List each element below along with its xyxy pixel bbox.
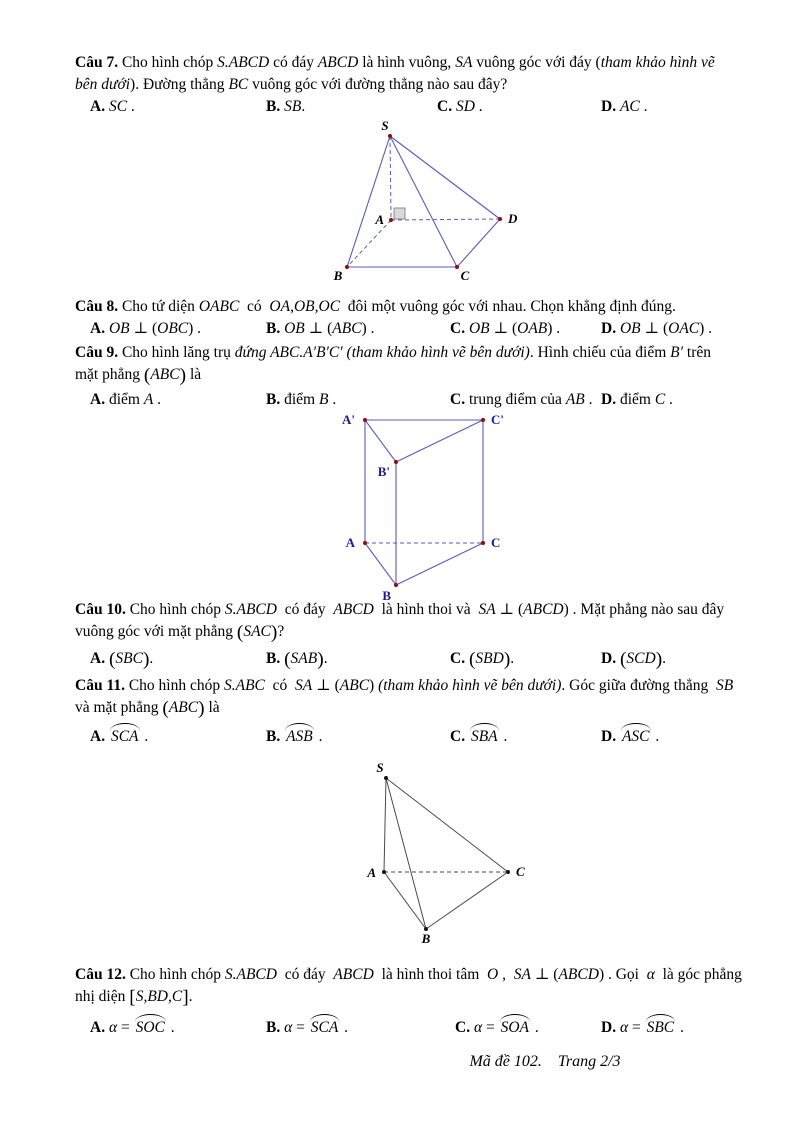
vertex-label-b: B	[382, 588, 391, 603]
vertex-label-s: S	[381, 118, 389, 133]
option-c: C. α = SOA .	[455, 1017, 539, 1039]
option-d: D. (SCD).	[601, 648, 667, 670]
vertex-label-c: C	[460, 268, 470, 283]
question-12-line-2: nhị diện [S,BD,C].	[75, 986, 193, 1008]
vertex-label-a-prime: A'	[342, 412, 355, 427]
option-d: D. ASC .	[601, 726, 659, 748]
question-8-line-1: Câu 8. Cho tứ diện OABC có OA,OB,OC đôi một vuông góc với nhau. Chọn khẳng định đúng.	[75, 298, 676, 315]
prism-vertex-dots	[363, 418, 485, 587]
tetra-vertex-labels	[366, 760, 525, 946]
vertex-label-c: C	[491, 535, 501, 550]
vertex-label-a: A	[367, 865, 376, 880]
question-12-options	[0, 1017, 794, 1041]
option-d: D. AC .	[601, 98, 648, 115]
vertex-label-a: A	[345, 535, 355, 550]
option-a: A. điểm A .	[90, 390, 162, 408]
option-d: D. α = SBC .	[601, 1017, 684, 1039]
option-a: A. OB ⊥ (OBC) .	[90, 320, 202, 337]
question-7	[0, 52, 794, 120]
vertex-label-s: S	[376, 760, 384, 775]
question-10-line-2: vuông góc với mặt phẳng (SAC)?	[75, 621, 285, 643]
question-12	[0, 964, 794, 1041]
question-9-line-2: mặt phẳng (ABC) là	[75, 364, 202, 386]
option-c: C. SD .	[437, 98, 483, 115]
option-d: D. điểm C .	[601, 390, 673, 408]
figure-pyramid-sabcd	[322, 118, 527, 290]
option-b: B. ASB .	[266, 726, 323, 748]
footer-page-info: Mã đề 102. Trang 2/3	[469, 1053, 621, 1070]
figure-tetrahedron-sabc	[344, 758, 539, 953]
question-11	[0, 675, 794, 750]
prism-vertex-labels	[342, 412, 504, 603]
option-c: C. OB ⊥ (OAB) .	[450, 320, 561, 337]
vertex-label-d: D	[508, 211, 518, 226]
question-10	[0, 599, 794, 672]
question-8-options	[0, 318, 794, 342]
option-c: C. SBA .	[450, 726, 507, 748]
question-11-options	[0, 726, 794, 750]
question-9	[0, 342, 794, 413]
prism-solid-edges	[365, 420, 483, 585]
question-10-options	[0, 648, 794, 672]
question-11-line-2: và mặt phẳng (ABC) là	[75, 697, 220, 719]
option-a: A. SC .	[90, 98, 135, 115]
question-7-options	[0, 96, 794, 120]
tetra-vertex-dots	[382, 776, 510, 931]
option-c: C. (SBD).	[450, 648, 515, 670]
question-9-line-1: Câu 9. Cho hình lăng trụ đứng ABC.A′B′C′ (tham khảo hình vẽ bên dưới). Hình chiếu của điểm B′ trên	[75, 344, 712, 361]
option-b: B. điểm B .	[266, 390, 337, 408]
option-a: A. α = SOC .	[90, 1017, 175, 1039]
vertex-label-b: B	[333, 268, 343, 283]
vertex-label-b-prime: B'	[377, 464, 390, 479]
question-10-line-1: Câu 10. Cho hình chóp S.ABCD có đáy ABCD là hình thoi và SA ⊥ (ABCD) . Mặt phẳng nào sau đây	[75, 601, 725, 618]
pyramid-solid-edges	[347, 136, 500, 267]
vertex-label-b: B	[421, 931, 431, 946]
tetra-solid-edges	[384, 778, 508, 929]
question-12-line-1: Câu 12. Cho hình chóp S.ABCD có đáy ABCD là hình thoi tâm O , SA ⊥ (ABCD) . Gọi α là góc phẳng	[75, 966, 742, 983]
option-b: B. OB ⊥ (ABC) .	[266, 320, 375, 337]
option-b: B. SB.	[266, 98, 306, 115]
vertex-label-a: A	[375, 212, 384, 227]
option-d: D. OB ⊥ (OAC) .	[601, 320, 713, 337]
question-7-line-1: Câu 7. Cho hình chóp S.ABCD có đáy ABCD là hình vuông, SA vuông góc với đáy (tham khảo hình vẽ	[75, 54, 715, 71]
option-c: C. trung điểm của AB .	[450, 390, 593, 408]
option-a: A. SCA .	[90, 726, 148, 748]
vertex-label-c: C	[516, 864, 525, 879]
question-11-line-1: Câu 11. Cho hình chóp S.ABC có SA ⊥ (ABC) (tham khảo hình vẽ bên dưới). Góc giữa đường thẳng SB	[75, 677, 734, 694]
question-7-line-2: bên dưới). Đường thẳng BC vuông góc với đường thẳng nào sau đây?	[75, 76, 508, 93]
figure-prism-abc	[342, 406, 517, 606]
vertex-label-c-prime: C'	[491, 412, 504, 427]
right-angle-marker	[394, 208, 405, 219]
option-b: B. (SAB).	[266, 648, 328, 670]
option-b: B. α = SCA .	[266, 1017, 348, 1039]
pyramid-vertex-labels	[333, 118, 518, 283]
option-a: A. (SBC).	[90, 648, 154, 670]
question-8	[0, 296, 794, 342]
